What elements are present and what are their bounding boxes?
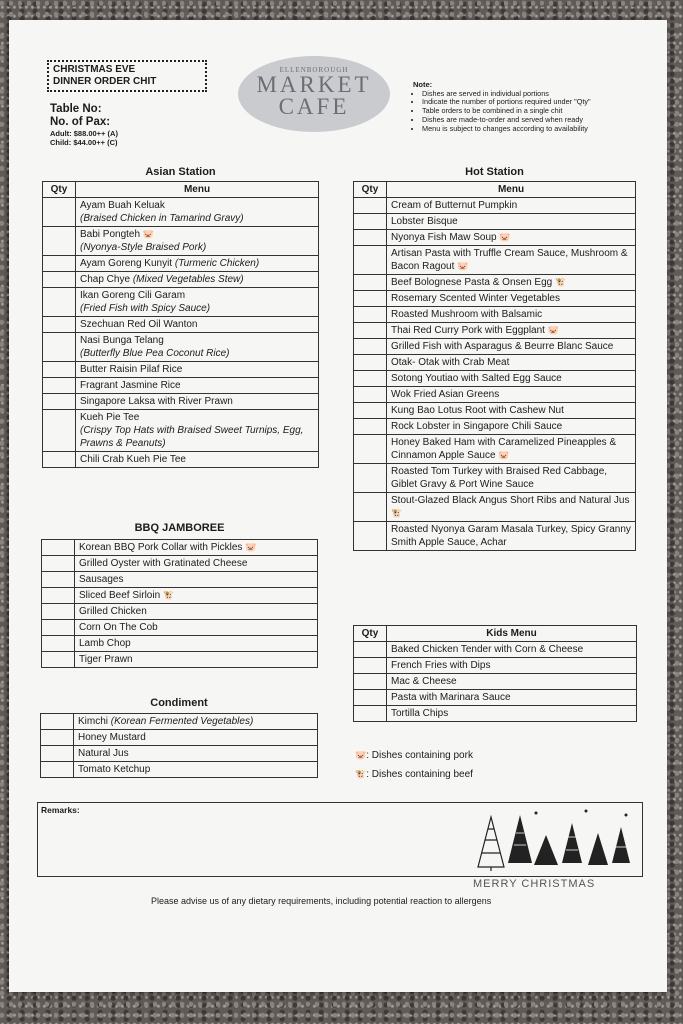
dish-cell [387, 198, 636, 214]
dish-cell [75, 620, 318, 636]
logo-line1: MARKET [256, 72, 372, 97]
qty-cell[interactable] [354, 323, 387, 339]
qty-cell[interactable] [42, 636, 75, 652]
menu-row [354, 706, 637, 722]
menu-row [354, 435, 636, 464]
menu-row [354, 230, 636, 246]
dish-cell [75, 588, 318, 604]
dish-cell [75, 572, 318, 588]
dish-cell [387, 658, 637, 674]
menu-row [43, 317, 319, 333]
hot-station-heading: Hot Station [465, 166, 524, 178]
dish-name: Nasi Bunga Telang [80, 335, 164, 346]
dish-name: Roasted Nyonya Garam Masala Turkey, Spicy Granny Smith Apple Sauce, Achar [391, 524, 631, 548]
menu-row [354, 307, 636, 323]
bbq-heading: BBQ JAMBOREE [134, 522, 225, 534]
dish-name: Chili Crab Kueh Pie Tee [80, 454, 186, 465]
table-header-row [354, 626, 637, 642]
qty-cell[interactable] [43, 272, 76, 288]
qty-cell[interactable] [42, 556, 75, 572]
pig-icon: 🐷 [498, 450, 510, 460]
dish-name: Grilled Oyster with Gratinated Cheese [79, 558, 248, 569]
dish-cell [75, 604, 318, 620]
qty-cell[interactable] [354, 674, 387, 690]
dish-cell [387, 230, 636, 246]
pig-icon: 🐷 [355, 750, 367, 760]
qty-cell[interactable] [43, 256, 76, 272]
dish-cell [387, 339, 636, 355]
menu-row [354, 198, 636, 214]
menu-row [42, 588, 318, 604]
condiment-heading: Condiment [150, 697, 208, 709]
dish-description: (Mixed Vegetables Stew) [132, 274, 244, 285]
menu-row [42, 572, 318, 588]
dish-cell [74, 762, 318, 778]
qty-cell[interactable] [43, 362, 76, 378]
qty-cell[interactable] [43, 198, 76, 227]
dish-description: (Korean Fermented Vegetables) [110, 716, 254, 727]
menu-row [354, 291, 636, 307]
remarks-label: Remarks: [41, 805, 80, 815]
menu-row [354, 493, 636, 522]
menu-header: Kids Menu [387, 626, 637, 642]
dish-cell [387, 674, 637, 690]
dish-cell [387, 690, 637, 706]
qty-cell[interactable] [43, 288, 76, 317]
cow-icon: 🐮 [391, 508, 403, 518]
qty-cell[interactable] [42, 652, 75, 668]
dish-cell [387, 214, 636, 230]
qty-cell[interactable] [354, 214, 387, 230]
dish-name: Sliced Beef Sirloin [79, 590, 161, 601]
dish-cell [76, 452, 319, 468]
table-header-row [354, 182, 636, 198]
dish-cell [75, 652, 318, 668]
dish-name: Beef Bolognese Pasta & Onsen Egg [391, 277, 553, 288]
dish-name: Roasted Mushroom with Balsamic [391, 309, 543, 320]
pig-icon: 🐷 [245, 542, 257, 552]
menu-row [42, 620, 318, 636]
menu-row [354, 275, 636, 291]
dish-cell [387, 493, 636, 522]
notes-block [413, 81, 623, 133]
dish-name: Grilled Chicken [79, 606, 147, 617]
qty-cell[interactable] [354, 355, 387, 371]
qty-cell[interactable] [354, 706, 387, 722]
menu-row [354, 658, 637, 674]
christmas-trees-icon [466, 805, 636, 873]
dish-description: (Nyonya-Style Braised Pork) [80, 242, 207, 253]
dish-name: Butter Raisin Pilaf Rice [80, 364, 183, 375]
qty-cell[interactable] [42, 620, 75, 636]
menu-row [43, 272, 319, 288]
dish-cell [74, 730, 318, 746]
dish-name: Lobster Bisque [391, 216, 458, 227]
menu-row [42, 540, 318, 556]
dish-cell [387, 403, 636, 419]
dish-name: Artisan Pasta with Truffle Cream Sauce, Mushroom & Bacon Ragout [391, 248, 628, 272]
dish-name: Babi Pongteh [80, 229, 141, 240]
qty-cell[interactable] [43, 378, 76, 394]
dish-name: Kimchi [78, 716, 109, 727]
qty-cell[interactable] [354, 291, 387, 307]
dish-name: Chap Chye [80, 274, 131, 285]
dish-cell [76, 378, 319, 394]
remarks-box[interactable] [37, 802, 643, 877]
menu-row [42, 556, 318, 572]
logo-small-text: ELLENBOROUGH [279, 66, 349, 74]
dish-description: (Crispy Top Hats with Braised Sweet Turnips, Egg, Prawns & Peanuts) [80, 425, 304, 449]
menu-row [42, 636, 318, 652]
dish-name: Nyonya Fish Maw Soup [391, 232, 497, 243]
dish-description: (Turmeric Chicken) [174, 258, 260, 269]
dish-name: Singapore Laksa with River Prawn [80, 396, 233, 407]
menu-row [43, 362, 319, 378]
dish-cell [76, 272, 319, 288]
menu-row [354, 355, 636, 371]
qty-header: Qty [354, 182, 387, 198]
dish-name: Grilled Fish with Asparagus & Beurre Blanc Sauce [391, 341, 614, 352]
dish-name: Baked Chicken Tender with Corn & Cheese [391, 644, 584, 655]
pax-label: No. of Pax: [50, 116, 111, 128]
qty-cell[interactable] [41, 762, 74, 778]
pig-icon: 🐷 [547, 325, 559, 335]
dish-cell [76, 362, 319, 378]
cow-icon: 🐮 [555, 277, 567, 287]
kids-menu-table [353, 625, 637, 722]
dish-name: Rosemary Scented Winter Vegetables [391, 293, 560, 304]
dish-name: Honey Baked Ham with Caramelized Pineapples & Cinnamon Apple Sauce [391, 437, 617, 461]
qty-cell[interactable] [41, 714, 74, 730]
allergen-advice: Please advise us of any dietary requirements, including potential reaction to allergens [151, 896, 492, 906]
dish-name: Ikan Goreng Cili Garam [80, 290, 186, 301]
dish-name: Tortilla Chips [391, 708, 449, 719]
dish-description: (Butterfly Blue Pea Coconut Rice) [80, 348, 230, 359]
menu-row [354, 214, 636, 230]
menu-row [354, 339, 636, 355]
qty-cell[interactable] [354, 658, 387, 674]
dish-name: Szechuan Red Oil Wanton [80, 319, 198, 330]
dish-cell [387, 246, 636, 275]
dish-name: Honey Mustard [78, 732, 146, 743]
condiment-table [40, 713, 318, 778]
note-title: Note: [413, 80, 433, 89]
pig-icon: 🐷 [142, 229, 155, 239]
qty-cell[interactable] [354, 642, 387, 658]
qty-cell[interactable] [42, 588, 75, 604]
qty-cell[interactable] [42, 540, 75, 556]
dish-cell [76, 288, 319, 317]
dish-cell [75, 556, 318, 572]
qty-cell[interactable] [41, 730, 74, 746]
dish-cell [387, 307, 636, 323]
dish-name: Kung Bao Lotus Root with Cashew Nut [391, 405, 564, 416]
dish-name: Corn On The Cob [79, 622, 158, 633]
qty-cell[interactable] [354, 246, 387, 275]
menu-row [43, 394, 319, 410]
dish-cell [387, 522, 636, 551]
qty-cell[interactable] [354, 493, 387, 522]
qty-cell[interactable] [354, 403, 387, 419]
menu-row [42, 604, 318, 620]
child-price: Child: $44.00++ (C) [50, 138, 118, 147]
menu-header: Menu [76, 182, 319, 198]
menu-row [43, 410, 319, 452]
menu-row [43, 198, 319, 227]
cow-icon: 🐮 [355, 769, 367, 779]
menu-row [42, 652, 318, 668]
dish-name: Tiger Prawn [79, 654, 133, 665]
dish-cell [387, 355, 636, 371]
qty-cell[interactable] [354, 339, 387, 355]
legend-pork [355, 750, 473, 761]
menu-row [354, 419, 636, 435]
dish-cell [387, 464, 636, 493]
menu-row [354, 464, 636, 493]
logo-line2: CAFE [278, 94, 350, 119]
dish-name: Ayam Goreng Kunyit [80, 258, 173, 269]
qty-cell[interactable] [42, 604, 75, 620]
dish-name: Thai Red Curry Pork with Eggplant [391, 325, 545, 336]
dish-name: French Fries with Dips [391, 660, 491, 671]
qty-cell[interactable] [354, 522, 387, 551]
dish-cell [76, 394, 319, 410]
legend-beef [355, 769, 473, 780]
dish-description: (Braised Chicken in Tamarind Gravy) [80, 213, 244, 224]
dish-cell [75, 540, 318, 556]
dish-name: Kueh Pie Tee [80, 412, 140, 423]
menu-row [43, 333, 319, 362]
note-item: • Menu is subject to changes according to availability [422, 125, 623, 134]
dish-cell [74, 746, 318, 762]
menu-row [41, 730, 318, 746]
dish-cell [76, 317, 319, 333]
dish-cell [76, 256, 319, 272]
menu-sheet [9, 20, 667, 992]
merry-christmas-text: MERRY CHRISTMAS [473, 878, 596, 890]
adult-price: Adult: $88.00++ (A) [50, 129, 118, 138]
dish-cell [387, 419, 636, 435]
dish-name: Wok Fried Asian Greens [391, 389, 500, 400]
legend-beef-text: : Dishes containing beef [366, 769, 473, 780]
qty-cell[interactable] [354, 435, 387, 464]
dish-cell [387, 291, 636, 307]
pig-icon: 🐷 [457, 261, 469, 271]
dish-cell [76, 198, 319, 227]
dish-name: Korean BBQ Pork Collar with Pickles [79, 542, 243, 553]
dish-cell [387, 642, 637, 658]
hot-station-table [353, 181, 636, 551]
qty-cell[interactable] [43, 410, 76, 452]
chit-title-box [47, 60, 207, 92]
dish-cell [74, 714, 318, 730]
dish-cell [76, 333, 319, 362]
qty-cell[interactable] [354, 464, 387, 493]
qty-cell[interactable] [354, 371, 387, 387]
dish-name: Fragrant Jasmine Rice [80, 380, 181, 391]
menu-row [354, 387, 636, 403]
dish-name: Stout-Glazed Black Angus Short Ribs and Natural Jus [391, 495, 630, 506]
dish-name: Roasted Tom Turkey with Braised Red Cabbage, Giblet Gravy & Port Wine Sauce [391, 466, 608, 490]
note-item: • Indicate the number of portions required under "Qty" [422, 98, 623, 107]
menu-row [354, 246, 636, 275]
dish-name: Otak- Otak with Crab Meat [391, 357, 510, 368]
bbq-table [41, 539, 318, 668]
asian-station-table [42, 181, 319, 468]
asian-station-heading: Asian Station [145, 166, 216, 178]
pig-icon: 🐷 [499, 232, 511, 242]
menu-row [354, 642, 637, 658]
price-info [50, 129, 118, 147]
dish-cell [76, 227, 319, 256]
cafe-logo [238, 56, 390, 132]
dish-name: Sotong Youtiao with Salted Egg Sauce [391, 373, 562, 384]
dish-cell [387, 371, 636, 387]
dish-name: Tomato Ketchup [78, 764, 151, 775]
menu-row [354, 371, 636, 387]
dish-cell [75, 636, 318, 652]
dish-name: Sausages [79, 574, 124, 585]
menu-row [41, 714, 318, 730]
menu-row [41, 746, 318, 762]
menu-row [41, 762, 318, 778]
chit-title-line1: CHRISTMAS EVE [53, 64, 136, 75]
menu-row [354, 403, 636, 419]
menu-row [43, 452, 319, 468]
qty-cell[interactable] [43, 333, 76, 362]
qty-cell[interactable] [354, 275, 387, 291]
note-item: • Dishes are made-to-order and served when ready [422, 116, 623, 125]
qty-cell[interactable] [42, 572, 75, 588]
menu-row [354, 674, 637, 690]
table-header-row [43, 182, 319, 198]
menu-header: Menu [387, 182, 636, 198]
dish-name: Rock Lobster in Singapore Chili Sauce [391, 421, 563, 432]
qty-header: Qty [354, 626, 387, 642]
qty-cell[interactable] [41, 746, 74, 762]
dish-name: Mac & Cheese [391, 676, 457, 687]
dish-cell [387, 435, 636, 464]
qty-cell[interactable] [43, 452, 76, 468]
menu-row [354, 323, 636, 339]
dish-cell [76, 410, 319, 452]
table-info [50, 103, 110, 129]
note-item: • Dishes are served in individual portions [422, 90, 623, 99]
qty-cell[interactable] [354, 307, 387, 323]
dish-cell [387, 323, 636, 339]
menu-row [43, 227, 319, 256]
qty-header: Qty [43, 182, 76, 198]
qty-cell[interactable] [354, 690, 387, 706]
menu-row [43, 378, 319, 394]
menu-row [43, 288, 319, 317]
table-no-label: Table No: [50, 103, 102, 115]
qty-cell[interactable] [354, 387, 387, 403]
menu-row [43, 256, 319, 272]
dish-cell [387, 706, 637, 722]
dish-name: Pasta with Marinara Sauce [391, 692, 511, 703]
cow-icon: 🐮 [162, 590, 175, 600]
qty-cell[interactable] [354, 198, 387, 214]
menu-row [354, 522, 636, 551]
dish-name: Natural Jus [78, 748, 129, 759]
note-item: • Table orders to be combined in a single chit [422, 107, 623, 116]
menu-row [354, 690, 637, 706]
chit-title-line2: DINNER ORDER CHIT [53, 76, 157, 87]
dish-name: Lamb Chop [79, 638, 131, 649]
qty-cell[interactable] [43, 227, 76, 256]
legend-pork-text: : Dishes containing pork [366, 750, 473, 761]
qty-cell[interactable] [43, 317, 76, 333]
dish-description: (Fried Fish with Spicy Sauce) [80, 303, 211, 314]
qty-cell[interactable] [354, 419, 387, 435]
dish-name: Ayam Buah Keluak [80, 200, 165, 211]
dish-cell [387, 275, 636, 291]
dish-cell [387, 387, 636, 403]
qty-cell[interactable] [354, 230, 387, 246]
qty-cell[interactable] [43, 394, 76, 410]
dish-name: Cream of Butternut Pumpkin [391, 200, 518, 211]
